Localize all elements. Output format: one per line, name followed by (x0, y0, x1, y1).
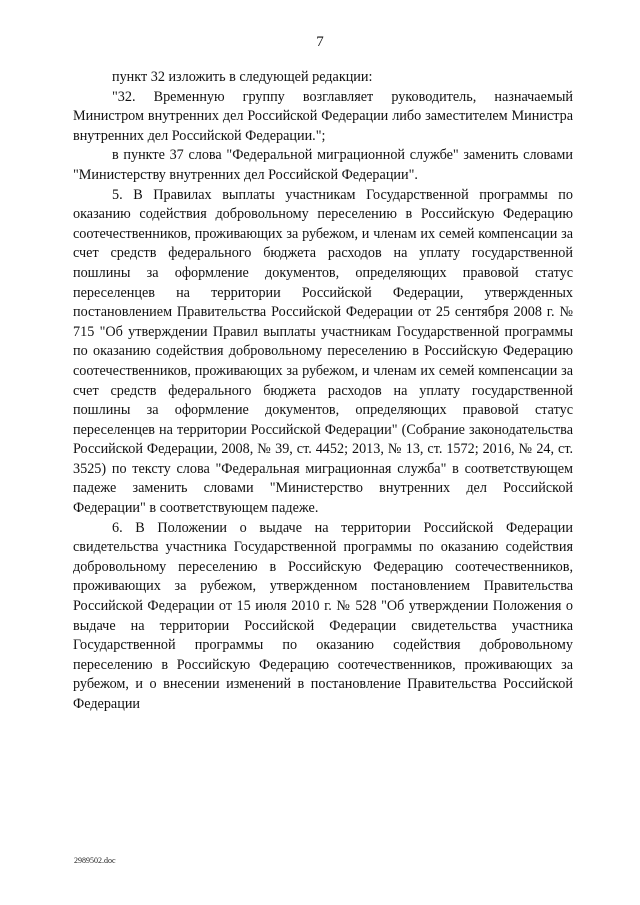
paragraph-p37-replace: в пункте 37 слова "Федеральной миграционной службе" заменить словами "Министерству внутренних дел Российской Федерации". (73, 147, 573, 183)
page-number: 7 (316, 34, 324, 50)
footer-doc-code: 2989502.doc (74, 856, 116, 865)
paragraph-item-5: 5. В Правилах выплаты участникам Государственной программы по оказанию содействия добровольному переселению в Российскую Федерацию соотечественников, проживающих за рубежом, и членам их семей компенсации за счет средств федерального бюджета расходов на уплату государственной пошлины за оформление документов, определяющих правовой статус переселенцев на территории Российской Федерации, утвержденных постановлением Правительства Российской Федерации от 25 сентября 2008 г. № 715 "Об утверждении Правил выплаты участникам Государственной программы по оказанию содействия добровольному переселению в Российскую Федерацию соотечественников, проживающих за рубежом, и членам их семей компенсации за счет средств федерального бюджета расходов на уплату государственной пошлины за оформление документов, определяющих правовой статус переселенцев на территории Российской Федерации" (Собрание законодательства Российской Федерации, 2008, № 39, ст. 4452; 2013, № 13, ст. 1572; 2016, № 24, ст. 3525) по тексту слова "Федеральная миграционная служба" в соответствующем падеже заменить словами "Министерство внутренних дел Российской Федерации" в соответствующем падеже. (73, 186, 573, 517)
paragraph-p32-text: "32. Временную группу возглавляет руководитель, назначаемый Министром внутренних дел Российской Федерации либо заместителем Министра внутренних дел Российской Федерации."; (73, 88, 573, 144)
paragraph-item-6: 6. В Положении о выдаче на территории Российской Федерации свидетельства участника Государственной программы по оказанию содействия добровольному переселению в Российскую Федерацию соотечественников, проживающих за рубежом, утвержденном постановлением Правительства Российской Федерации от 15 июля 2010 г. № 528 "Об утверждении Положения о выдаче на территории Российской Федерации свидетельства участника Государственной программы по оказанию содействия добровольному переселению в Российскую Федерацию соотечественников, проживающих за рубежом, и о внесении изменений в постановление Правительства Российской Федерации (73, 519, 573, 712)
paragraph-intro-p32: пункт 32 изложить в следующей редакции: (112, 69, 373, 85)
document-body (73, 68, 573, 715)
